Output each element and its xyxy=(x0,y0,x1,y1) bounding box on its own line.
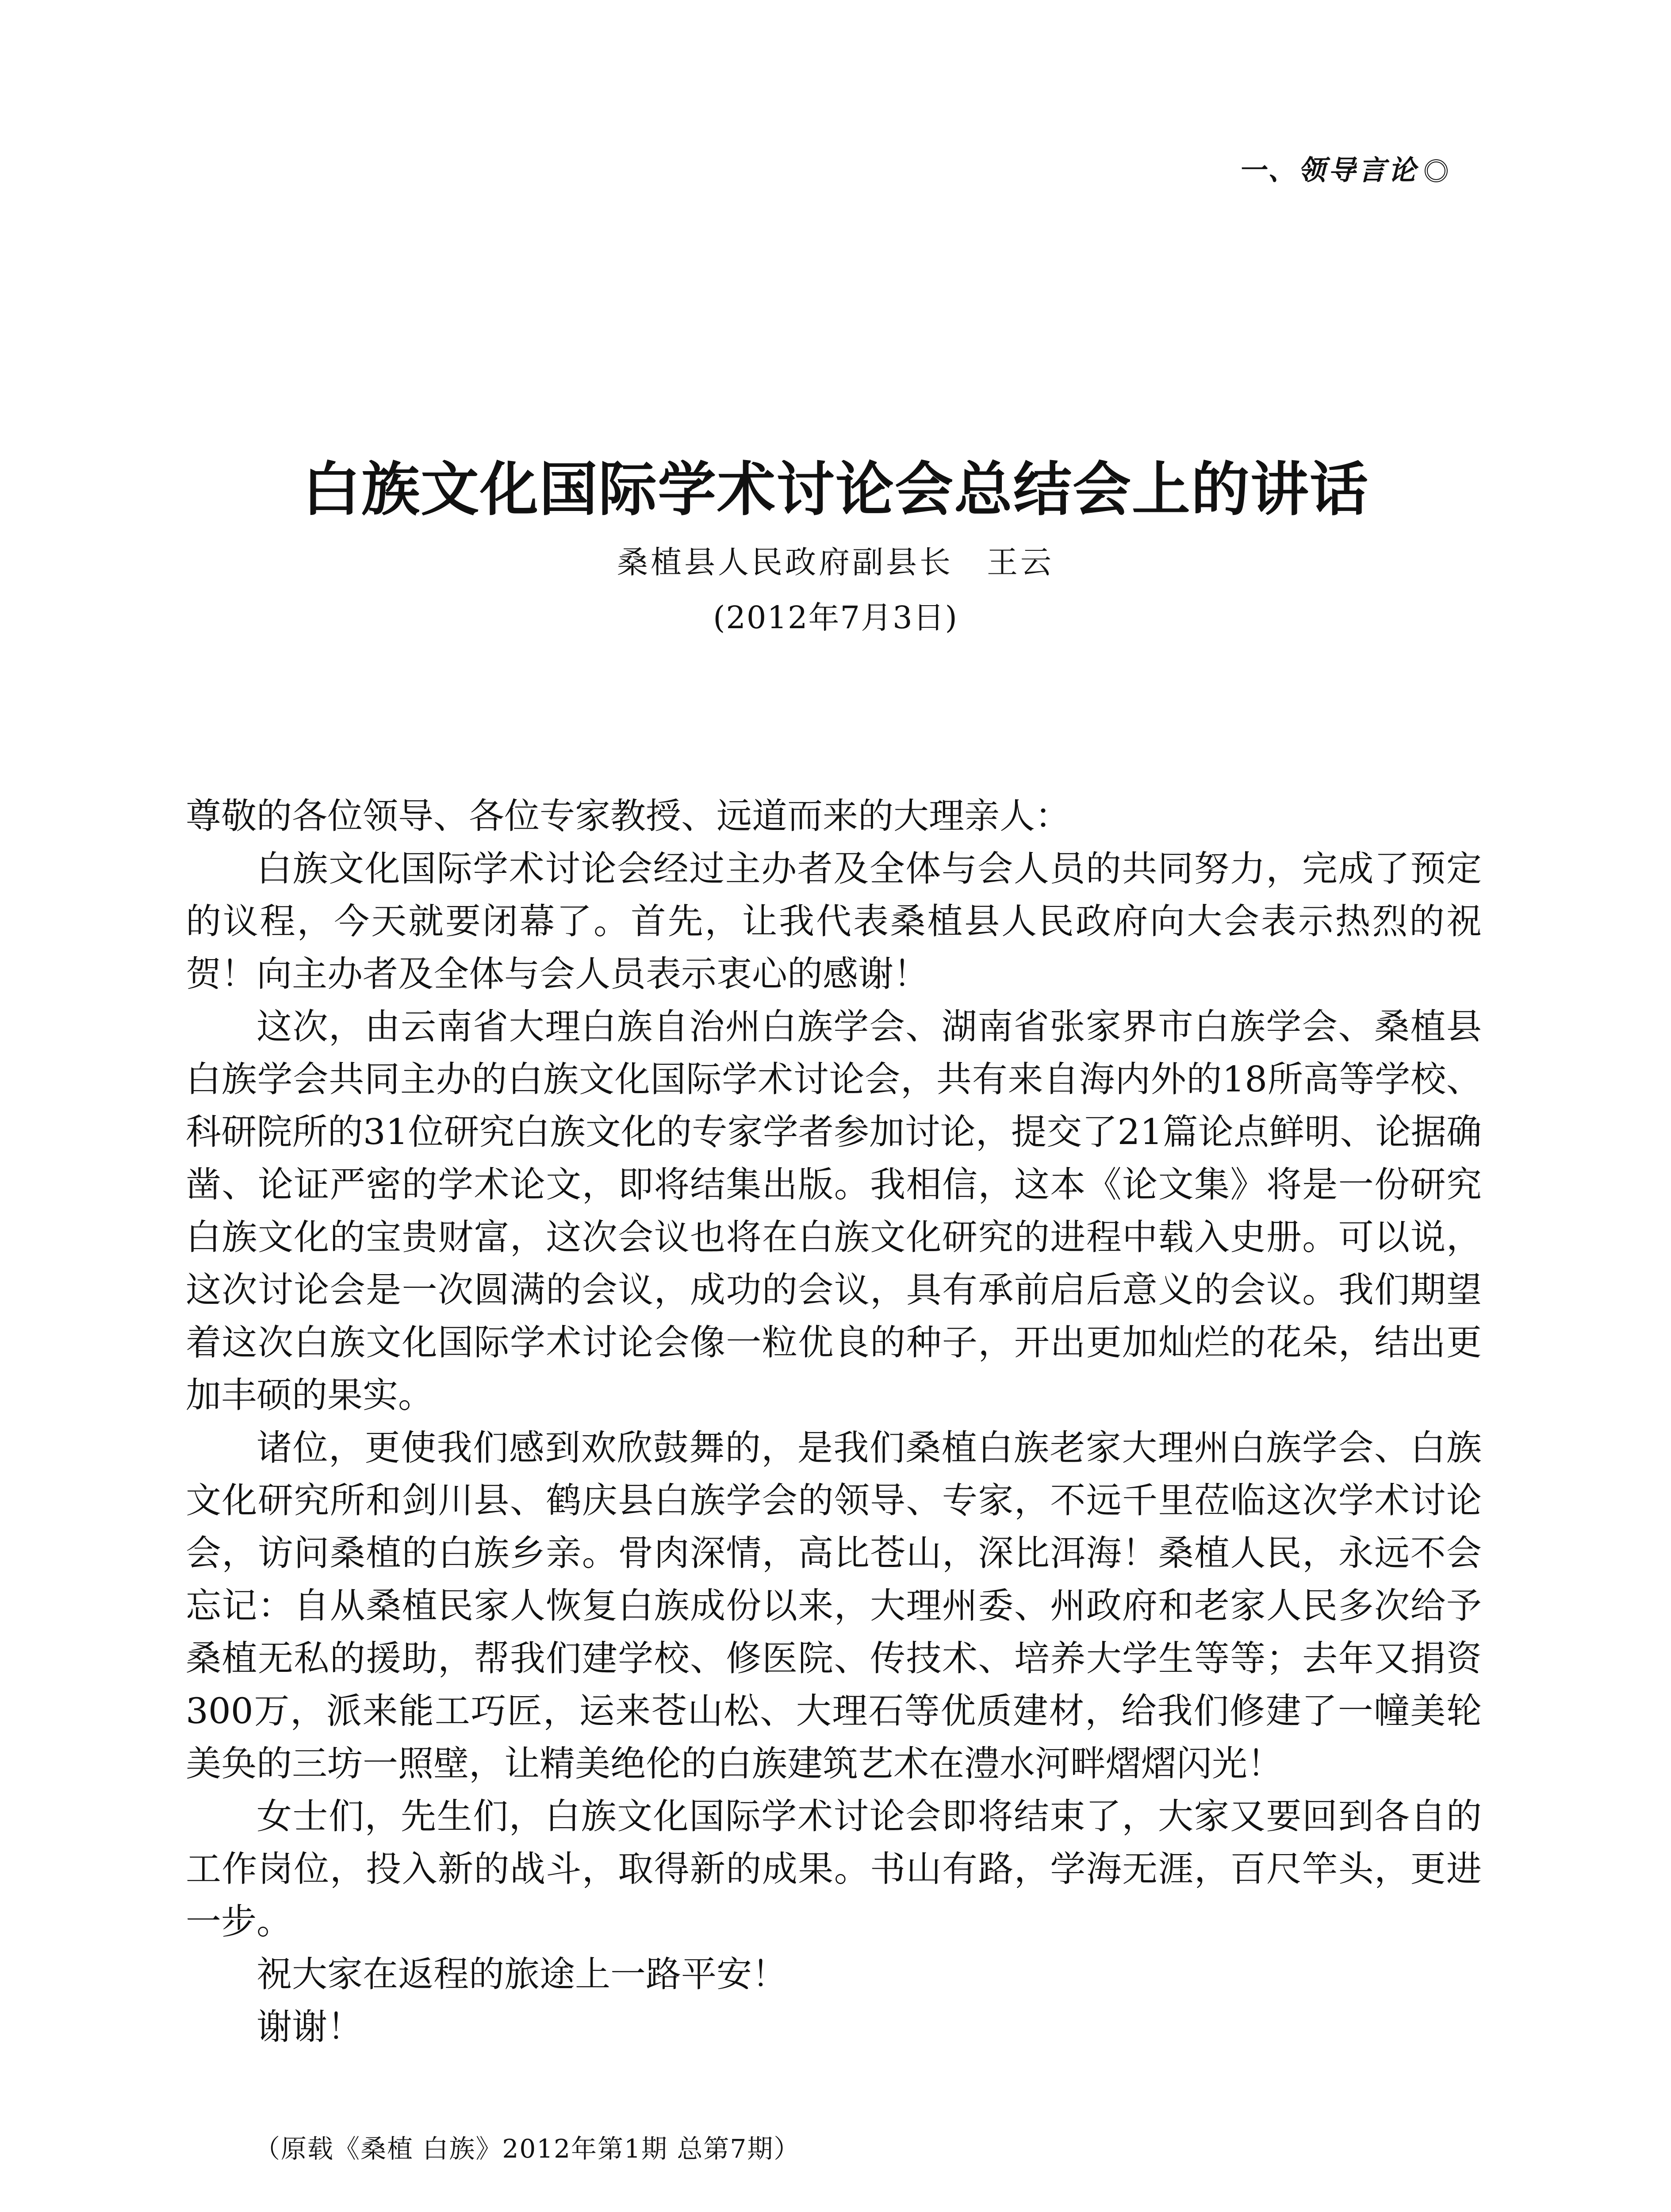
closing-wish: 祝大家在返程的旅途上一路平安！ xyxy=(257,1954,787,1995)
paragraph: 女士们，先生们，白族文化国际学术讨论会即将结束了，大家又要回到各自的工作岗位，投入新的战斗，取得新的成果。书山有路，学海无涯，百尺竿头，更进一步。 xyxy=(186,1796,1482,1942)
closing-thanks: 谢谢！ xyxy=(257,2006,363,2047)
speech-date: (2012年7月3日) xyxy=(713,599,958,636)
byline: 桑植县人民政府副县长 王云 xyxy=(617,544,1054,580)
salutation: 尊敬的各位领导、各位专家教授、远道而来的大理亲人： xyxy=(186,795,1070,837)
page-title: 白族文化国际学术讨论会总结会上的讲话 xyxy=(302,455,1369,524)
paragraph: 白族文化国际学术讨论会经过主办者及全体与会人员的共同努力，完成了预定的议程，今天就要闭幕了。首先，让我代表桑植县人民政府向大会表示热烈的祝贺！向主办者及全体与会人员表示衷心的感谢！ xyxy=(186,848,1482,995)
paragraph: 这次，由云南省大理白族自治州白族学会、湖南省张家界市白族学会、桑植县白族学会共同主办的白族文化国际学术讨论会，共有来自海内外的18所高等学校、科研院所的31位研究白族文化的专家学者参加讨论，提交了21篇论点鲜明、论据确凿、论证严密的学术论文，即将结集出版。我相信，这本《论文集》将是一份研究白族文化的宝贵财富，这次会议也将在白族文化研究的进程中载入史册。可以说，这次讨论会是一次圆满的会议，成功的会议，具有承前启后意义的会议。我们期望着这次白族文化国际学术讨论会像一粒优良的种子，开出更加灿烂的花朵，结出更加丰硕的果实。 xyxy=(186,1006,1482,1416)
speech-body xyxy=(186,790,1482,2053)
section-label: 一、领导言论 xyxy=(1238,154,1418,186)
running-head xyxy=(1238,148,1448,188)
paragraph: 诸位，更使我们感到欢欣鼓舞的，是我们桑植白族老家大理州白族学会、白族文化研究所和剑川县、鹤庆县白族学会的领导、专家，不远千里莅临这次学术讨论会，访问桑植的白族乡亲。骨肉深情，高比苍山，深比洱海！桑植人民，永远不会忘记：自从桑植民家人恢复白族成份以来，大理州委、州政府和老家人民多次给予桑植无私的援助，帮我们建学校、修医院、传技术、培养大学生等等；去年又捐资300万，派来能工巧匠，运来苍山松、大理石等优质建材，给我们修建了一幢美轮美奂的三坊一照壁，让精美绝伦的白族建筑艺术在澧水河畔熠熠闪光！ xyxy=(186,1427,1482,1784)
source-note: （原载《桑植 白族》2012年第1期 总第7期） xyxy=(254,2134,801,2164)
double-circle-icon xyxy=(1425,159,1448,182)
